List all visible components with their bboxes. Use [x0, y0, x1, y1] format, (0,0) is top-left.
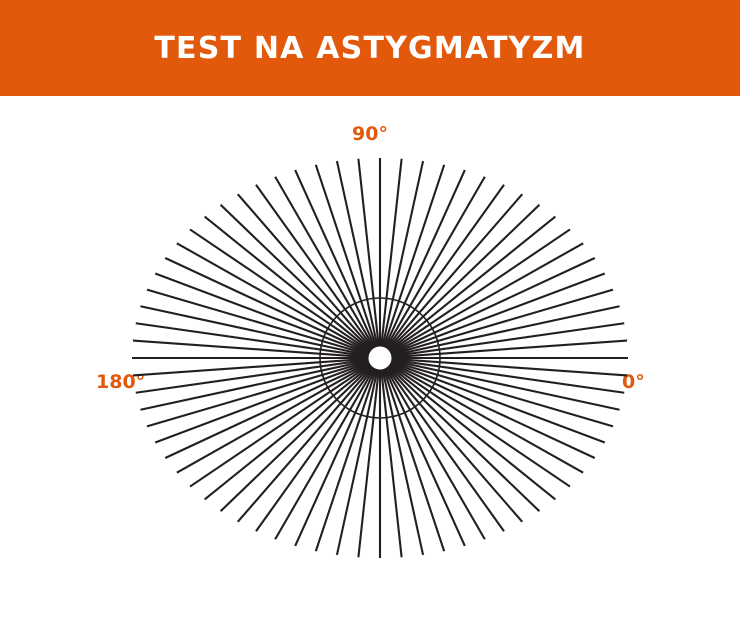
page-title: TEST NA ASTYGMATYZM	[154, 30, 586, 66]
chart-area	[0, 96, 740, 634]
header-bar	[0, 0, 740, 96]
astigmatism-fan-svg	[132, 158, 628, 558]
axis-label-90: 90°	[352, 123, 388, 145]
astigmatism-fan	[132, 158, 628, 558]
center-hub	[369, 347, 391, 369]
axis-label-0: 0°	[622, 371, 645, 393]
axis-label-180: 180°	[96, 371, 146, 393]
